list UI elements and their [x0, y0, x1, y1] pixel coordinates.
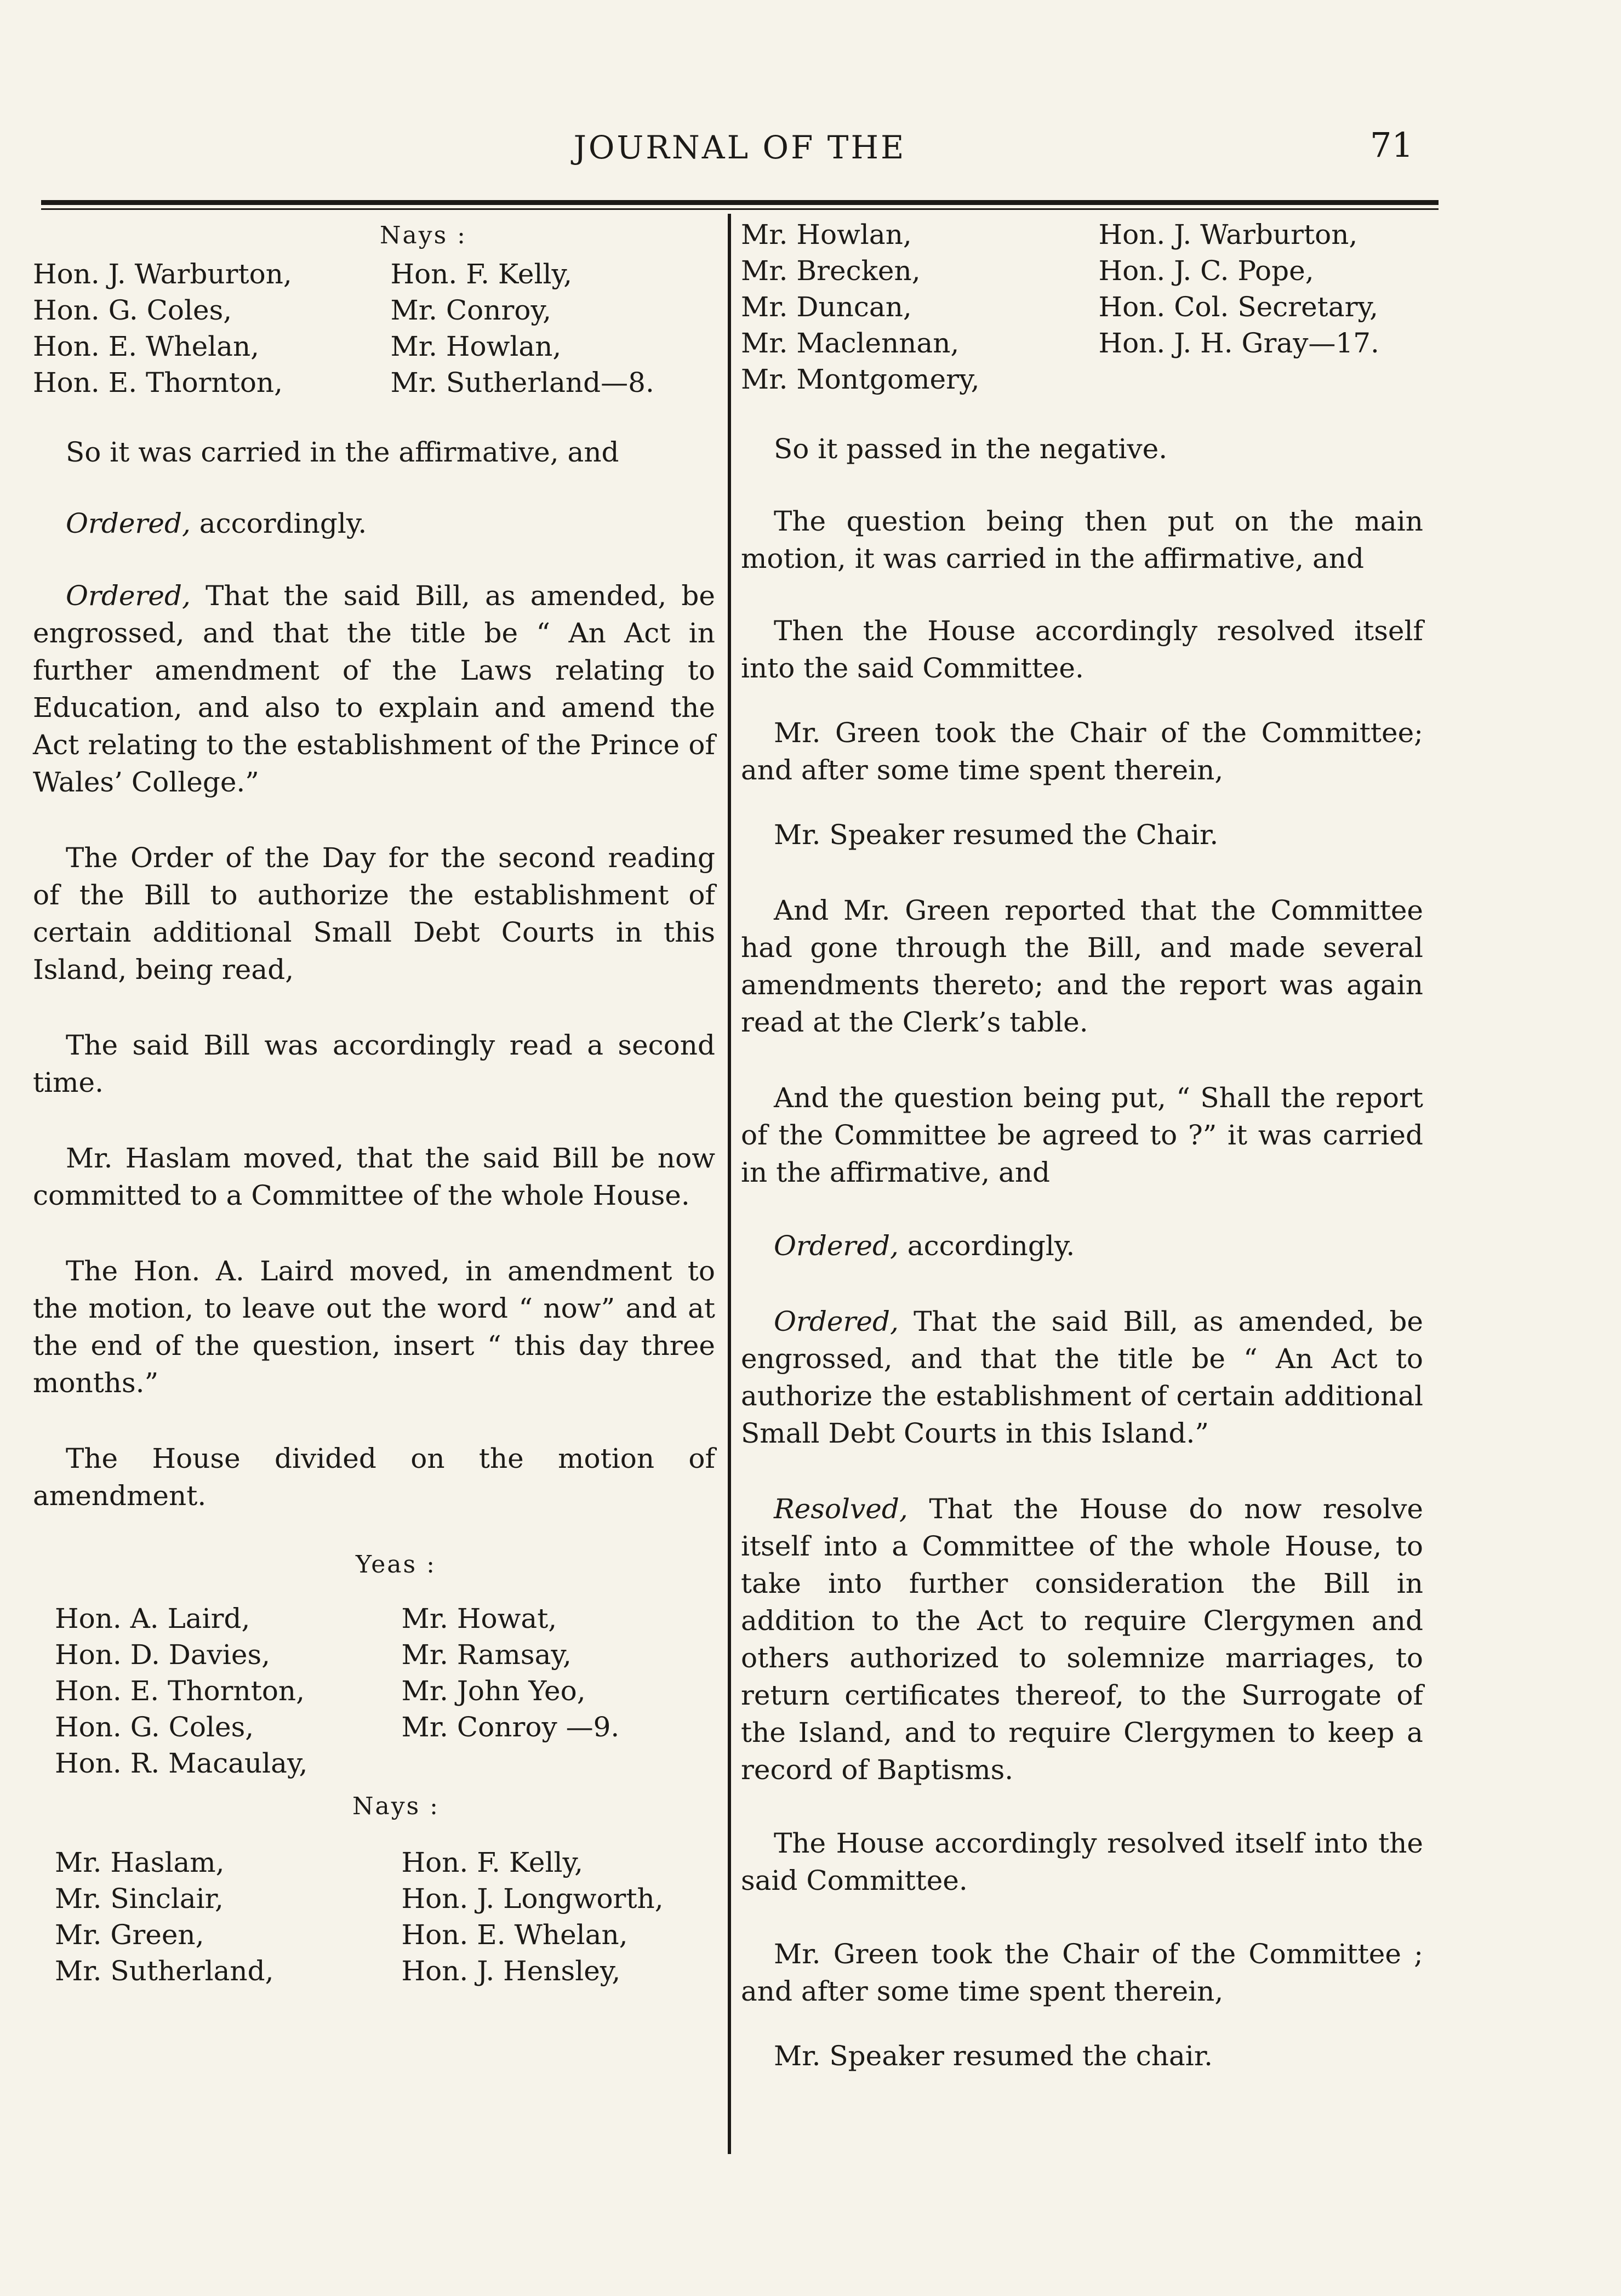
name-entry: Hon. A. Laird,	[55, 1603, 250, 1634]
name-entry	[402, 1745, 716, 1781]
italic-lead: Ordered,	[774, 1306, 899, 1337]
paragraph	[741, 1490, 1423, 1788]
paragraph: The Hon. A. Laird moved, in amendment to the motion, to leave out the word “ now” and at the end of the question, insert “ this day three months.”	[33, 1255, 715, 1399]
paragraph-text: accordingly.	[907, 1230, 1075, 1262]
paragraph: So it passed in the negative.	[774, 433, 1168, 465]
name-entry: Mr. Conroy —9.	[401, 1711, 620, 1743]
name-entry: Hon. J. Warburton,	[33, 258, 292, 290]
paragraph	[741, 1227, 1423, 1264]
page-title: JOURNAL OF THE	[573, 129, 906, 166]
paragraph: The House accordingly resolved itself into the said Committee.	[741, 1827, 1423, 1896]
paragraph: Mr. Haslam moved, that the said Bill be now committed to a Committee of the whole House.	[33, 1142, 715, 1211]
paragraph: Mr. Green took the Chair of the Committee; and after some time spent therein,	[741, 717, 1423, 786]
nays-heading-2: Nays :	[352, 1792, 440, 1820]
paragraph-text: That the said Bill, as amended, be engrossed, and that the title be “ An Act in further amendment of the Laws relating to Education, and also to explain and amend the Act relating to the establishment of the Prince of Wales’ College.”	[33, 580, 715, 798]
yeas-heading: Yeas :	[356, 1551, 436, 1579]
nays-list-1	[33, 256, 715, 401]
paragraph: The Order of the Day for the second reading of the Bill to authorize the establishment of certain additional Small Debt Courts in this Island, being read,	[33, 842, 715, 985]
paragraph	[33, 577, 715, 801]
page-number: 71	[1370, 125, 1413, 165]
name-entry: Hon. J. Longworth,	[401, 1883, 664, 1915]
header-rule	[41, 200, 1439, 205]
name-entry: Mr. Green,	[55, 1919, 204, 1951]
name-entry: Hon. G. Coles,	[33, 294, 232, 326]
name-entry: Hon. D. Davies,	[55, 1639, 271, 1671]
paragraph: The question being then put on the main motion, it was carried in the affirmative, and	[741, 505, 1423, 574]
name-entry: Hon. E. Thornton,	[33, 367, 283, 398]
paragraph-text: That the House do now resolve itself into a Committee of the whole House, to take into further consideration the Bill in addition to the Act to require Clergymen and others authorized to solemnize marriages, to return certificates thereof, to the Surrogate of the Island, and to require Clergymen to keep a record of Baptisms.	[741, 1493, 1423, 1786]
name-entry: Mr. Conroy,	[390, 294, 551, 326]
name-entry: Hon. J. Warburton,	[1098, 219, 1358, 250]
paragraph: The House divided on the motion of amendment.	[33, 1443, 715, 1512]
paragraph	[741, 1303, 1423, 1452]
paragraph: Mr. Speaker resumed the Chair.	[774, 819, 1219, 851]
nays-list-2	[33, 1844, 715, 1989]
header-rule-thin	[41, 208, 1439, 210]
italic-lead: Resolved,	[774, 1493, 908, 1525]
name-entry: Hon. E. Thornton,	[55, 1675, 305, 1707]
paragraph: And Mr. Green reported that the Committee had gone through the Bill, and made several amendments thereto; and the report was again read at the Clerk’s table.	[741, 895, 1423, 1038]
paragraph: Mr. Green took the Chair of the Committee ; and after some time spent therein,	[741, 1938, 1423, 2007]
name-entry: Hon. J. H. Gray—17.	[1098, 327, 1379, 359]
italic-lead: Ordered,	[774, 1230, 899, 1262]
name-entry: Mr. John Yeo,	[401, 1675, 586, 1707]
name-entry: Mr. Sinclair,	[55, 1883, 224, 1915]
paragraph: So it was carried in the affirmative, and	[66, 436, 619, 468]
name-entry: Mr. Ramsay,	[401, 1639, 572, 1671]
paragraph-text: That the said Bill, as amended, be engrossed, and that the title be “ An Act to authorize the establishment of certain additional Small Debt Courts in this Island.”	[741, 1306, 1423, 1449]
paragraph: Mr. Speaker resumed the chair.	[774, 2040, 1213, 2072]
right-column	[741, 217, 1423, 2075]
yeas-list	[33, 1600, 715, 1781]
name-entry: Mr. Howlan,	[741, 219, 912, 250]
name-entry: Hon. F. Kelly,	[401, 1847, 583, 1878]
names-continued	[741, 217, 1423, 397]
name-entry: Hon. E. Whelan,	[33, 331, 260, 362]
name-entry: Mr. Sutherland—8.	[390, 367, 654, 398]
paragraph	[33, 505, 715, 542]
name-entry: Mr. Haslam,	[55, 1847, 225, 1878]
name-entry: Mr. Maclennan,	[741, 327, 960, 359]
name-entry: Hon. J. C. Pope,	[1098, 255, 1314, 287]
name-entry: Mr. Howat,	[401, 1603, 557, 1634]
name-entry: Mr. Brecken,	[741, 255, 921, 287]
paragraph-text: accordingly.	[199, 508, 367, 539]
name-entry: Hon. J. Hensley,	[401, 1955, 621, 1987]
column-divider	[728, 214, 731, 2154]
paragraph: Then the House accordingly resolved itself into the said Committee.	[741, 615, 1423, 684]
paragraph: And the question being put, “ Shall the report of the Committee be agreed to ?” it was carried in the affirmative, and	[741, 1082, 1423, 1188]
italic-lead: Ordered,	[66, 580, 191, 612]
name-entry	[1099, 361, 1424, 397]
nays-heading-1: Nays :	[380, 221, 467, 249]
name-entry: Hon. E. Whelan,	[401, 1919, 628, 1951]
name-entry: Hon. Col. Secretary,	[1098, 291, 1378, 323]
name-entry: Mr. Howlan,	[390, 331, 562, 362]
name-entry: Mr. Sutherland,	[55, 1955, 274, 1987]
left-column	[33, 217, 715, 1989]
name-entry: Hon. R. Macaulay,	[55, 1747, 308, 1779]
name-entry: Mr. Duncan,	[741, 291, 912, 323]
italic-lead: Ordered,	[66, 508, 191, 539]
name-entry: Mr. Montgomery,	[741, 363, 980, 395]
name-entry: Hon. G. Coles,	[55, 1711, 254, 1743]
name-entry: Hon. F. Kelly,	[390, 258, 572, 290]
paragraph: The said Bill was accordingly read a second time.	[33, 1029, 715, 1098]
